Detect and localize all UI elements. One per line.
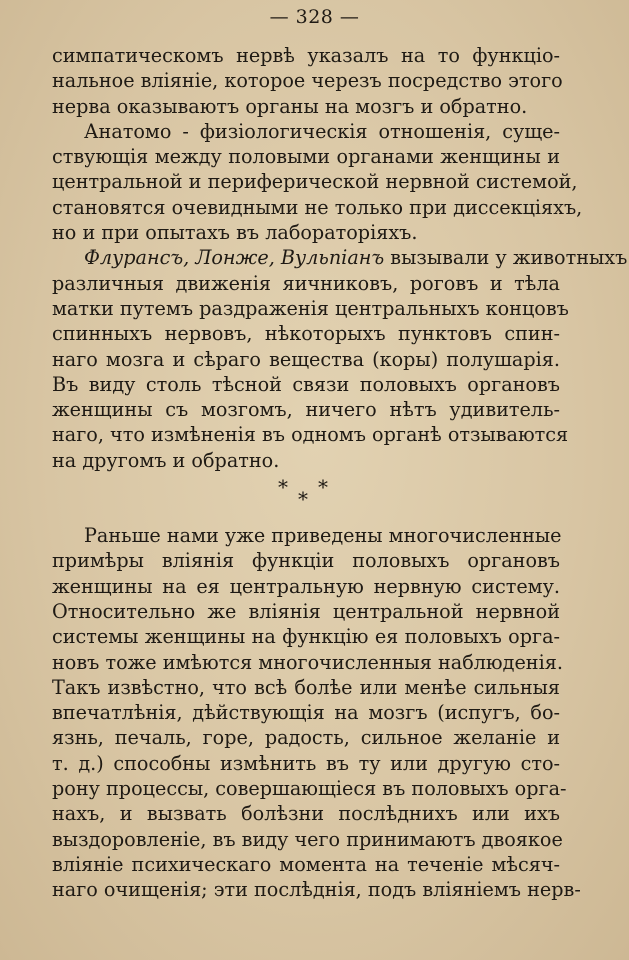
paragraph-3 bbox=[52, 245, 628, 473]
text-line: женщины съ мозгомъ, ничего нѣтъ удивитель- bbox=[52, 398, 560, 422]
text-line: Относительно же вліянія центральной нервной bbox=[52, 599, 560, 623]
text-line: центральной и периферической нервной системой, bbox=[52, 170, 578, 194]
text-line: впечатлѣнія, дѣйствующія на мозгъ (испугъ, бо- bbox=[52, 701, 560, 725]
text-line: различныя движенія яичниковъ, роговъ и тѣла bbox=[52, 271, 560, 295]
text-line: язнь, печаль, горе, радость, сильное желаніе и bbox=[52, 726, 560, 750]
text-line: симпатическомъ нервѣ указалъ на то функціо- bbox=[52, 44, 560, 67]
text-line: Раньше нами уже приведены многочисленные bbox=[84, 524, 562, 548]
section-asterism bbox=[52, 473, 560, 523]
paragraph-4 bbox=[52, 523, 581, 902]
text-line: наго мозга и сѣраго вещества (коры) полушарія. bbox=[52, 347, 560, 371]
paragraph-2 bbox=[52, 119, 583, 245]
text-line: матки путемъ раздраженія центральныхъ концовъ bbox=[52, 296, 569, 320]
text-line: наго очищенія; эти послѣднія, подъ вліяніемъ нерв- bbox=[52, 878, 581, 902]
text-line: наго, что измѣненія въ одномъ органѣ отзываются bbox=[52, 423, 569, 447]
paragraph-1 bbox=[52, 43, 563, 119]
asterisk: * bbox=[278, 475, 288, 500]
text-line bbox=[52, 245, 628, 270]
asterisk: * bbox=[298, 487, 308, 512]
text-line: примѣры вліянія функціи половыхъ органовъ bbox=[52, 549, 560, 573]
text-line: Анатомо - физіологическія отношенія, суще- bbox=[84, 119, 560, 143]
text-line: нерва оказываютъ органы на мозгъ и обратно. bbox=[52, 94, 528, 118]
text-line: становятся очевидными не только при диссекціяхъ, bbox=[52, 195, 583, 219]
text-line: нахъ, и вызвать болѣзни послѣднихъ или ихъ bbox=[52, 802, 560, 826]
text-line: системы женщины на функцію ея половыхъ орга- bbox=[52, 625, 560, 649]
author-names: Флурансъ, Лонже, Вульпіанъ bbox=[84, 246, 385, 270]
text-line: новъ тоже имѣются многочисленныя наблюденія. bbox=[52, 650, 563, 674]
text-line: рону процессы, совершающіеся въ половыхъ орга- bbox=[52, 777, 567, 801]
text-line: на другомъ и обратно. bbox=[52, 448, 280, 472]
page-text bbox=[52, 43, 628, 903]
text-line: спинныхъ нервовъ, нѣкоторыхъ пунктовъ спин- bbox=[52, 322, 560, 346]
text-line: нальное вліяніе, которое черезъ посредство этого bbox=[52, 69, 563, 93]
page-number: — 328 — bbox=[269, 6, 360, 28]
text-fragment: вызывали у животныхъ bbox=[384, 246, 628, 270]
text-line: но и при опытахъ въ лабораторіяхъ. bbox=[52, 221, 418, 245]
text-line: т. д.) способны измѣнить въ ту или другую сто- bbox=[52, 751, 560, 775]
text-line: ствующія между половыми органами женщины и bbox=[52, 145, 560, 169]
text-line: вліяніе психическаго момента на теченіе мѣсяч- bbox=[52, 852, 560, 876]
text-line: выздоровленіе, въ виду чего принимаютъ двоякое bbox=[52, 827, 563, 851]
text-line: Въ виду столь тѣсной связи половыхъ органовъ bbox=[52, 372, 560, 396]
text-line: женщины на ея центральную нервную систему. bbox=[52, 574, 560, 598]
asterisk: * bbox=[318, 475, 328, 500]
text-line: Такъ извѣстно, что всѣ болѣе или менѣе сильныя bbox=[52, 675, 560, 699]
